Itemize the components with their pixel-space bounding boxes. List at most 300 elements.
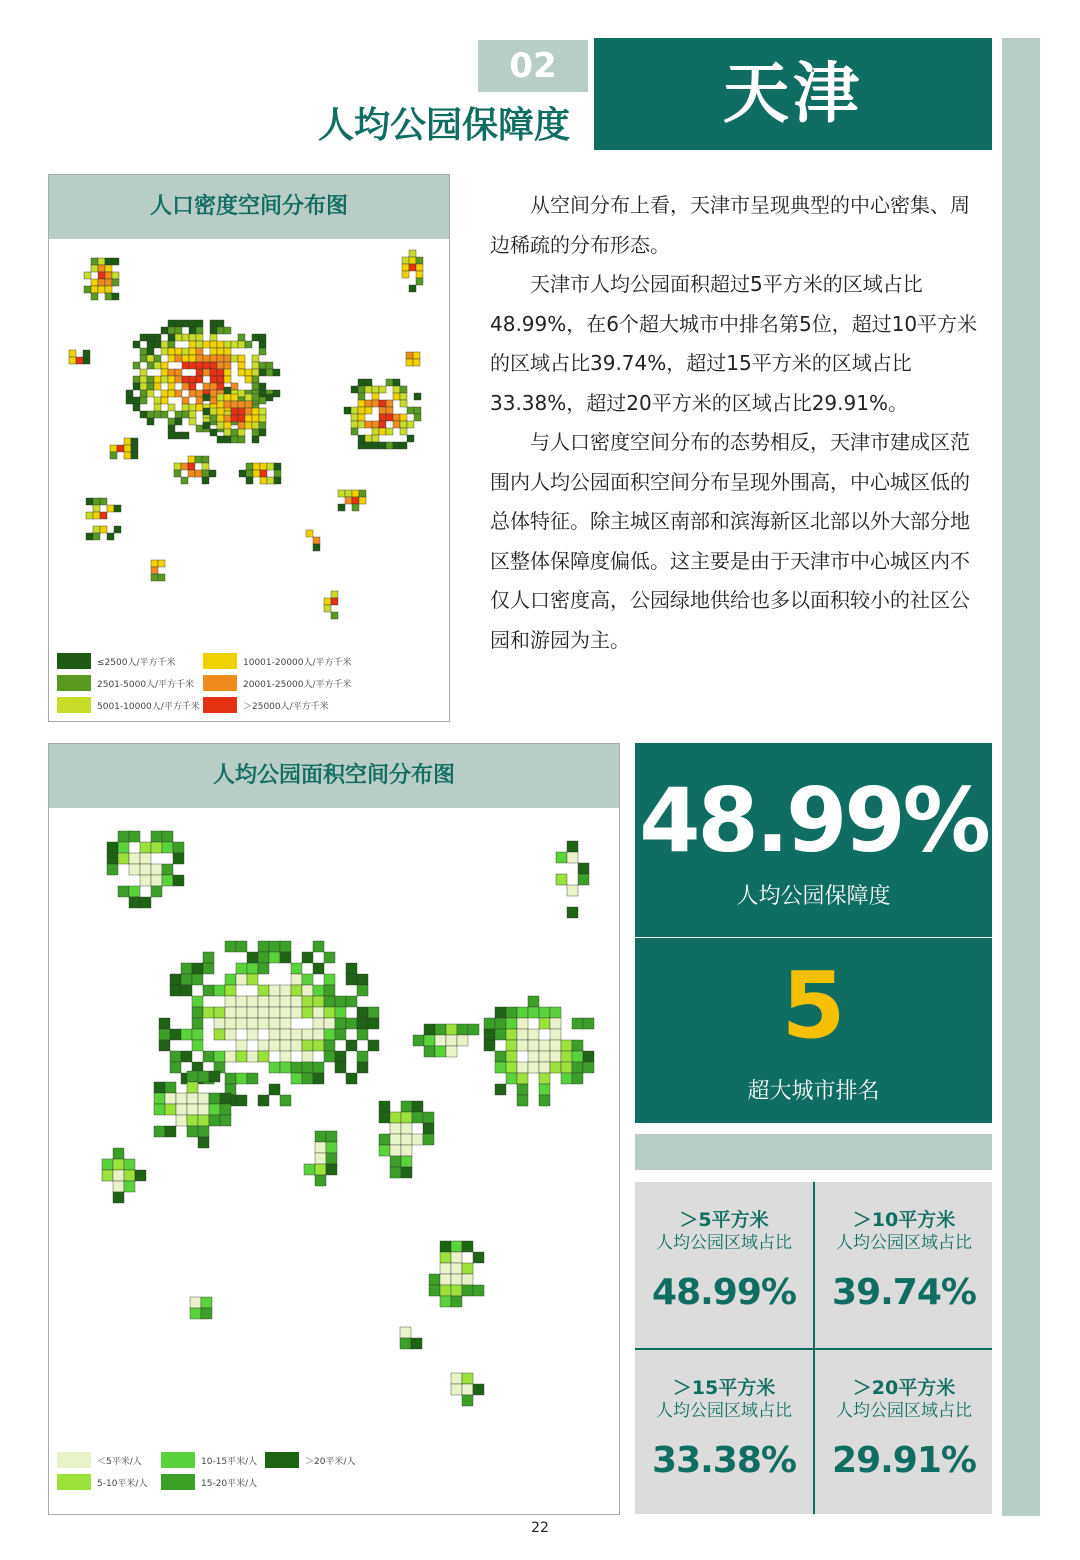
map-cell: [217, 376, 224, 383]
map-cell: [140, 376, 147, 383]
map-cell: [202, 456, 209, 463]
map-cell: [245, 408, 252, 415]
map-cell: [468, 1024, 479, 1035]
map-cell: [484, 1029, 495, 1040]
map-cell: [379, 386, 386, 393]
map-cell: [539, 1040, 550, 1051]
map-cell: [365, 435, 372, 442]
map-cell: [236, 1040, 247, 1051]
legend-item: [57, 653, 175, 669]
map-cell: [154, 376, 161, 383]
map-cell: [379, 1101, 390, 1112]
map-cell: [247, 1007, 258, 1018]
map-cell: [210, 429, 217, 436]
map-cell: [129, 897, 140, 908]
map-cell: [372, 442, 379, 449]
rank-value: 5: [781, 952, 846, 1059]
map-cell: [313, 985, 324, 996]
map-cell: [214, 985, 225, 996]
map-cell: [182, 404, 189, 411]
map-cell: [346, 1018, 357, 1029]
map-cell: [358, 386, 365, 393]
map-cell: [346, 974, 357, 985]
map-cell: [245, 369, 252, 376]
legend-swatch: [57, 1452, 91, 1468]
map-cell: [147, 383, 154, 390]
stat-cell-label: 人均公园区域占比: [656, 1233, 792, 1253]
map-cell: [402, 271, 409, 278]
map-cell: [210, 348, 217, 355]
map-cell: [400, 393, 407, 400]
map-cell: [407, 407, 414, 414]
map-cell: [572, 1018, 583, 1029]
map-cell: [168, 341, 175, 348]
map-cell: [231, 429, 238, 436]
map-cell: [225, 1018, 236, 1029]
map-cell: [352, 504, 359, 511]
map-cell: [269, 996, 280, 1007]
map-cell: [196, 355, 203, 362]
map-cell: [372, 428, 379, 435]
map-cell: [365, 400, 372, 407]
map1-title: 人口密度空间分布图: [49, 175, 449, 239]
map-cell: [258, 1051, 269, 1062]
map-cell: [357, 1018, 368, 1029]
map-cell: [217, 327, 224, 334]
map-cell: [386, 414, 393, 421]
map-cell: [365, 379, 372, 386]
map-cell: [506, 1018, 517, 1029]
map-cell: [252, 394, 259, 401]
map-cell: [107, 853, 118, 864]
map-cell: [189, 383, 196, 390]
map-cell: [259, 341, 266, 348]
map-cell: [258, 1095, 269, 1106]
map-cell: [147, 390, 154, 397]
map-cell: [107, 842, 118, 853]
map-cell: [302, 1073, 313, 1084]
map-cell: [217, 422, 224, 429]
map-cell: [158, 574, 165, 581]
map-cell: [168, 390, 175, 397]
map-cell: [133, 362, 140, 369]
map-cell: [173, 853, 184, 864]
map-cell: [224, 394, 231, 401]
map-cell: [189, 355, 196, 362]
stat-cell-threshold: ＞5平方米: [679, 1209, 769, 1231]
map-cell: [302, 1040, 313, 1051]
map-cell: [528, 1029, 539, 1040]
map-cell: [583, 1062, 594, 1073]
map-cell: [390, 1112, 401, 1123]
map-cell: [245, 341, 252, 348]
map-cell: [401, 1101, 412, 1112]
map-cell: [217, 362, 224, 369]
map-cell: [273, 369, 280, 376]
map-cell: [114, 505, 121, 512]
map-cell: [192, 1007, 203, 1018]
map-cell: [192, 1018, 203, 1029]
map-cell: [440, 1263, 451, 1274]
legend-label: 20001-25000人/平方千米: [243, 679, 352, 690]
map-cell: [126, 397, 133, 404]
map-cell: [140, 864, 151, 875]
map-cell: [269, 941, 280, 952]
map-cell: [86, 512, 93, 519]
map-cell: [220, 1104, 231, 1115]
map-cell: [107, 505, 114, 512]
map-cell: [203, 408, 210, 415]
map-cell: [203, 1007, 214, 1018]
legend-item: [57, 675, 194, 691]
map-cell: [556, 852, 567, 863]
map-cell: [190, 1297, 201, 1308]
rank-label: 超大城市排名: [747, 1079, 880, 1104]
map-cell: [247, 952, 258, 963]
map-cell: [302, 1029, 313, 1040]
map-cell: [386, 379, 393, 386]
map-cell: [131, 438, 138, 445]
map-cell: [324, 598, 331, 605]
map-cell: [446, 1024, 457, 1035]
legend-item: [161, 1474, 257, 1490]
map-cell: [414, 407, 421, 414]
map-cell: [187, 1104, 198, 1115]
map-cell: [400, 400, 407, 407]
map-cell: [110, 452, 117, 459]
map-cell: [313, 1029, 324, 1040]
map-cell: [168, 327, 175, 334]
map-cell: [168, 376, 175, 383]
map-cell: [162, 864, 173, 875]
map-cell: [224, 355, 231, 362]
map-cell: [313, 941, 324, 952]
map-cell: [539, 1051, 550, 1062]
map-cell: [539, 1095, 550, 1106]
map-cell: [390, 1134, 401, 1145]
map-cell: [196, 341, 203, 348]
map-cell: [407, 435, 414, 442]
map-cell: [280, 1029, 291, 1040]
map-cell: [182, 397, 189, 404]
map-cell: [567, 885, 578, 896]
legend-item: [57, 1452, 142, 1468]
map-cell: [440, 1285, 451, 1296]
legend-swatch: [203, 675, 237, 691]
map-cell: [368, 1040, 379, 1051]
map-cell: [189, 362, 196, 369]
rank-stat-box: [635, 938, 992, 1123]
map-cell: [401, 1156, 412, 1167]
map-cell: [409, 257, 416, 264]
map-cell: [93, 498, 100, 505]
map-cell: [133, 397, 140, 404]
map-cell: [231, 383, 238, 390]
right-sidebar-bar: [1002, 38, 1040, 1516]
map-cell: [69, 350, 76, 357]
map-cell: [147, 355, 154, 362]
map-cell: [225, 985, 236, 996]
map-cell: [154, 383, 161, 390]
map-cell: [198, 1126, 209, 1137]
map-cell: [252, 422, 259, 429]
map-cell: [112, 272, 119, 279]
map-cell: [306, 530, 313, 537]
map-cell: [147, 418, 154, 425]
map-cell: [236, 963, 247, 974]
map-cell: [100, 498, 107, 505]
map-cell: [280, 1007, 291, 1018]
map-cell: [416, 264, 423, 271]
map-cell: [247, 974, 258, 985]
map-cell: [93, 512, 100, 519]
map-cell: [259, 408, 266, 415]
legend-swatch: [203, 697, 237, 713]
map-cell: [484, 1040, 495, 1051]
legend-swatch: [265, 1452, 299, 1468]
map-cell: [572, 1051, 583, 1062]
map-cell: [203, 341, 210, 348]
map-cell: [210, 415, 217, 422]
map-cell: [379, 1145, 390, 1156]
threshold-stats-grid: [635, 1182, 992, 1514]
map-cell: [245, 376, 252, 383]
map-cell: [291, 1073, 302, 1084]
map-cell: [161, 341, 168, 348]
map-cell: [154, 355, 161, 362]
population-density-map: [59, 245, 439, 645]
map-cell: [165, 1082, 176, 1093]
stat-cell-value: 29.91%: [832, 1440, 976, 1481]
map-cell: [181, 985, 192, 996]
legend-item: [161, 1452, 257, 1468]
map-cell: [246, 463, 253, 470]
map-cell: [196, 425, 203, 432]
map-cell: [269, 1007, 280, 1018]
map-cell: [315, 1153, 326, 1164]
map-cell: [203, 369, 210, 376]
stat-cell-threshold: ＞20平方米: [852, 1377, 956, 1399]
legend-swatch: [57, 697, 91, 713]
map-cell: [98, 265, 105, 272]
map-cell: [561, 1073, 572, 1084]
map-cell: [379, 400, 386, 407]
map-cell: [238, 408, 245, 415]
map-cell: [181, 1029, 192, 1040]
map-cell: [258, 963, 269, 974]
map-cell: [291, 1029, 302, 1040]
map-cell: [302, 1007, 313, 1018]
map-cell: [192, 1040, 203, 1051]
map-cell: [550, 1062, 561, 1073]
map-cell: [175, 334, 182, 341]
map-cell: [315, 1164, 326, 1175]
map-cell: [357, 1029, 368, 1040]
map-cell: [140, 390, 147, 397]
map-cell: [151, 831, 162, 842]
map-cell: [451, 1263, 462, 1274]
map-cell: [147, 362, 154, 369]
map-cell: [539, 1073, 550, 1084]
map-cell: [280, 985, 291, 996]
map-cell: [187, 1082, 198, 1093]
map-cell: [181, 1051, 192, 1062]
map-cell: [435, 1035, 446, 1046]
map-cell: [181, 477, 188, 484]
map-cell: [220, 1115, 231, 1126]
map-cell: [495, 1018, 506, 1029]
map-cell: [238, 415, 245, 422]
map-cell: [83, 350, 90, 357]
map-cell: [189, 390, 196, 397]
map-cell: [351, 421, 358, 428]
stat-cell-label: 人均公园区域占比: [836, 1401, 972, 1421]
map-cell: [246, 470, 253, 477]
map-cell: [168, 383, 175, 390]
map-cell: [416, 271, 423, 278]
park-area-map-panel: [48, 743, 620, 1515]
map-cell: [406, 352, 413, 359]
map-cell: [550, 1007, 561, 1018]
map-cell: [335, 1062, 346, 1073]
map-cell: [572, 1062, 583, 1073]
map-cell: [182, 348, 189, 355]
map-cell: [86, 533, 93, 540]
map-cell: [372, 435, 379, 442]
map-cell: [238, 334, 245, 341]
map-cell: [583, 1018, 594, 1029]
map-cell: [252, 436, 259, 443]
map-cell: [411, 1338, 422, 1349]
map-cell: [302, 952, 313, 963]
map-cell: [338, 490, 345, 497]
map-cell: [266, 369, 273, 376]
map-cell: [252, 369, 259, 376]
park-area-map: [63, 820, 608, 1430]
map-cell: [168, 425, 175, 432]
map-cell: [252, 383, 259, 390]
map-cell: [107, 533, 114, 540]
map-cell: [159, 1018, 170, 1029]
map-cell: [517, 1007, 528, 1018]
map-cell: [140, 369, 147, 376]
map-cell: [189, 418, 196, 425]
map-cell: [114, 526, 121, 533]
map-cell: [247, 963, 258, 974]
map-cell: [175, 355, 182, 362]
map-cell: [181, 974, 192, 985]
map-cell: [368, 1007, 379, 1018]
map-cell: [161, 411, 168, 418]
map-cell: [457, 1024, 468, 1035]
map-cell: [168, 355, 175, 362]
map-cell: [252, 355, 259, 362]
map-cell: [189, 320, 196, 327]
map-cell: [168, 369, 175, 376]
map-cell: [196, 334, 203, 341]
map-cell: [267, 477, 274, 484]
map-cell: [182, 432, 189, 439]
map-cell: [154, 397, 161, 404]
map-cell: [91, 279, 98, 286]
map-cell: [174, 470, 181, 477]
map-cell: [196, 369, 203, 376]
map-cell: [147, 376, 154, 383]
map-cell: [154, 1093, 165, 1104]
map-cell: [517, 1084, 528, 1095]
map-cell: [345, 490, 352, 497]
map-cell: [247, 1029, 258, 1040]
map-cell: [351, 414, 358, 421]
map-cell: [506, 1073, 517, 1084]
map-cell: [259, 334, 266, 341]
map-cell: [214, 1029, 225, 1040]
map-cell: [517, 1018, 528, 1029]
stat-cell-label: 人均公园区域占比: [656, 1401, 792, 1421]
legend-swatch: [161, 1474, 195, 1490]
map-cell: [236, 1073, 247, 1084]
section-title: 人均公园保障度: [317, 105, 570, 146]
map-cell: [159, 1029, 170, 1040]
map-cell: [105, 286, 112, 293]
map-cell: [100, 526, 107, 533]
map-cell: [400, 386, 407, 393]
map-cell: [217, 436, 224, 443]
map-cell: [238, 362, 245, 369]
map-cell: [217, 383, 224, 390]
map-cell: [528, 1040, 539, 1051]
map-cell: [170, 985, 181, 996]
legend-item: [57, 697, 200, 713]
map-cell: [266, 362, 273, 369]
map-cell: [238, 401, 245, 408]
map-cell: [274, 477, 281, 484]
map-cell: [379, 1134, 390, 1145]
map-cell: [209, 1104, 220, 1115]
map-cell: [105, 279, 112, 286]
guarantee-label: 人均公园保障度: [736, 884, 891, 909]
map-cell: [151, 842, 162, 853]
map-cell: [259, 422, 266, 429]
map-cell: [189, 376, 196, 383]
map-cell: [258, 941, 269, 952]
map-cell: [168, 334, 175, 341]
map-cell: [203, 1051, 214, 1062]
map-cell: [192, 996, 203, 1007]
map-cell: [258, 996, 269, 1007]
map-cell: [133, 341, 140, 348]
map-cell: [209, 1093, 220, 1104]
map-cell: [224, 376, 231, 383]
legend-item: [57, 1474, 147, 1490]
map-cell: [247, 1051, 258, 1062]
map-cell: [231, 408, 238, 415]
map-cell: [231, 394, 238, 401]
map-cell: [402, 257, 409, 264]
map-cell: [473, 1285, 484, 1296]
map-cell: [259, 429, 266, 436]
map-cell: [225, 974, 236, 985]
map-cell: [210, 397, 217, 404]
map-cell: [170, 974, 181, 985]
map-cell: [224, 401, 231, 408]
map-cell: [393, 386, 400, 393]
map-cell: [102, 1159, 113, 1170]
map-cell: [260, 463, 267, 470]
map-cell: [331, 612, 338, 619]
legend-item: [203, 675, 352, 691]
map-cell: [151, 886, 162, 897]
